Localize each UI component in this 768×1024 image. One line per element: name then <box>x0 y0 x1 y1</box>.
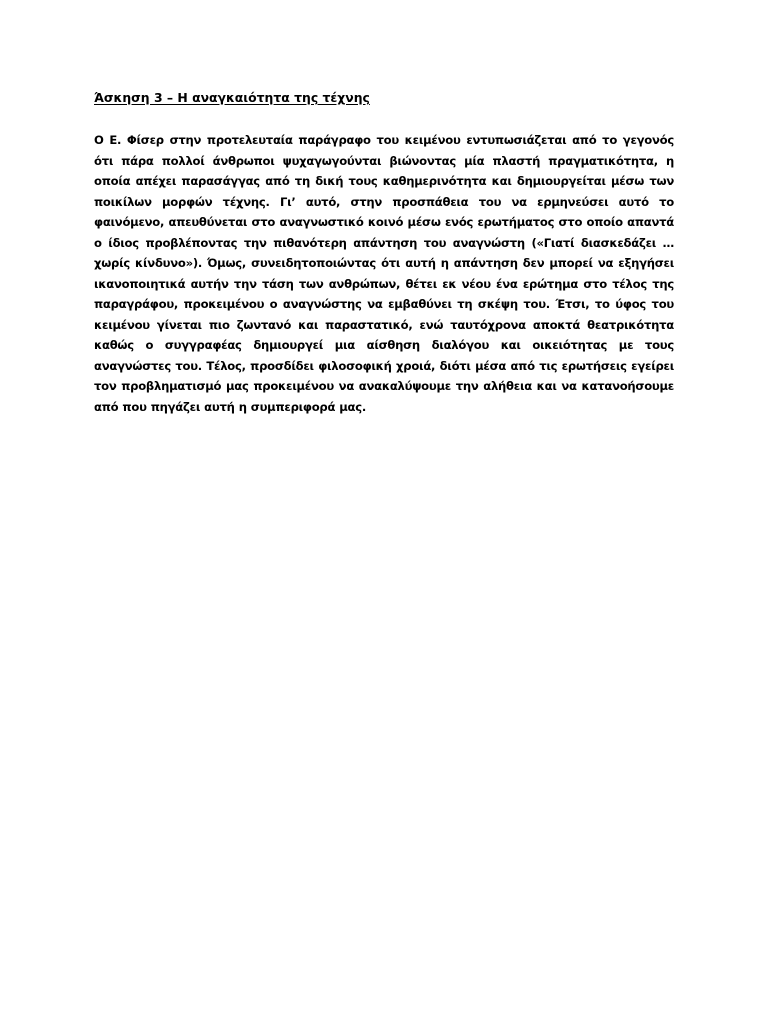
document-content <box>94 88 674 417</box>
exercise-title: Άσκηση 3 – Η αναγκαιότητα της τέχνης <box>94 90 370 105</box>
exercise-paragraph: Ο Ε. Φίσερ στην προτελευταία παράγραφο του κειμένου εντυπωσιάζεται από το γεγονός ότι πάρα πολλοί άνθρωποι ψυχαγωγούνται βιώνοντας μία πλαστή πραγματικότητα, η οποία απέχει παρασάγγας από τη δική τους καθημερινότητα και δημιουργείται μέσω των ποικίλων μορφών τέχνης. Γι’ αυτό, στην προσπάθεια του να ερμηνεύσει αυτό το φαινόμενο, απευθύνεται στο αναγνωστικό κοινό μέσω ενός ερωτήματος στο οποίο απαντά ο ίδιος προβλέποντας την πιθανότερη απάντηση του αναγνώστη («Γιατί διασκεδάζει … χωρίς κίνδυνο»). Όμως, συνειδητοποιώντας ότι αυτή η απάντηση δεν μπορεί να εξηγήσει ικανοποιητικά αυτήν την τάση των ανθρώπων, θέτει εκ νέου ένα ερώτημα στο τέλος της παραγράφου, προκειμένου ο αναγνώστης να εμβαθύνει τη σκέψη του. Έτσι, το ύφος του κειμένου γίνεται πιο ζωντανό και παραστατικό, ενώ ταυτόχρονα αποκτά θεατρικότητα καθώς ο συγγραφέας δημιουργεί μια αίσθηση διαλόγου και οικειότητας με τους αναγνώστες του. Τέλος, προσδίδει φιλοσοφική χροιά, διότι μέσα από τις ερωτήσεις εγείρει τον προβληματισμό μας προκειμένου να ανακαλύψουμε την αλήθεια και να κατανοήσουμε από που πηγάζει αυτή η συμπεριφορά μας. <box>94 133 674 414</box>
